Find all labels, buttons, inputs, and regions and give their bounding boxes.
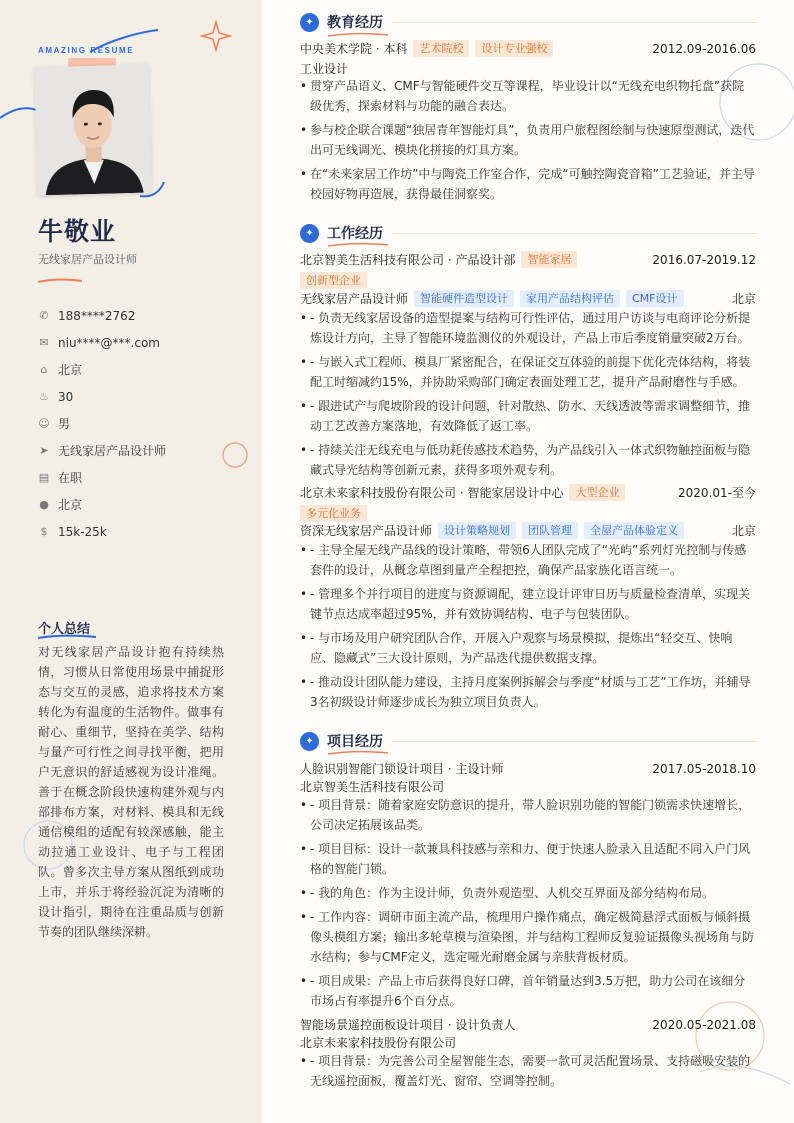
info-text: 188****2762 [58,308,136,323]
info-item-email [38,329,166,356]
role-name: 无线家居产品设计师 [300,292,409,306]
education-row [300,40,756,57]
date-range: 2020.01-至今 [678,486,756,500]
star-icon [200,20,232,52]
project-name: 智能场景遥控面板设计项目 · 设计负责人 [300,1018,516,1032]
location-icon: ● [39,498,49,511]
list-item: • - 负责无线家居设备的造型提案与结构可行性评估，通过用户访谈与电商评论分析提炼设计方向，主导了智能环境监测仪的外观设计，产品上市后季度销量突破2万台。 [300,308,756,348]
info-item-status [38,464,166,491]
info-item-gender [38,410,166,437]
skill-tag: 家用产品结构评估 [520,290,620,307]
info-item-phone [38,302,166,329]
briefcase-icon: ▤ [38,471,50,484]
sparkle-icon: ✦ [300,732,319,751]
list-item: • - 持续关注无线充电与低功耗传感技术趋势，为产品线引入一体式织物触控面板与隐藏式导光结构等创新元素，获得多项外观专利。 [300,440,756,480]
list-item: • - 项目成果：产品上市后获得良好口碑，首年销量达到3.5万把，助力公司在该细分市场占有率提升6个百分点。 [300,971,756,1011]
summary-underline [36,634,100,640]
mail-icon: ✉ [39,336,49,349]
major: 工业设计 [300,62,349,76]
tag: 智能家居 [521,251,577,268]
section-divider [392,22,756,23]
tag: 艺术院校 [413,40,469,57]
send-icon: ➤ [39,444,49,457]
gender-icon: ☺ [38,417,50,430]
info-item-target-role [38,437,166,464]
section-header-education [300,12,383,32]
date-range: 2016.07-2019.12 [652,252,756,267]
tag-row [294,505,367,522]
list-item: • - 推动设计团队能力建设，主持月度案例拆解会与季度“材质与工艺”工作坊，并辅导3名初级设计师逐步成长为独立项目负责人。 [300,672,756,712]
tag: 多元化业务 [300,505,367,522]
info-text: 男 [58,417,71,431]
info-text: 无线家居产品设计师 [58,444,167,458]
date-range: 2012.09-2016.06 [652,41,756,56]
city: 北京 [731,292,756,306]
skill-tag: 团队管理 [522,522,578,539]
list-item: • - 管理多个并行项目的进度与资源调配，建立设计评审日历与质量检查清单，实现关键节点达成率超过95%，并有效协调结构、电子与包装团队。 [300,584,756,624]
city: 北京 [731,524,756,538]
info-text: 在职 [58,471,83,485]
info-text: 15k-25k [58,524,107,539]
tag-row [294,272,367,289]
money-icon: $ [40,525,48,538]
info-item-salary [38,518,166,545]
list-item: • - 项目背景：随着家庭安防意识的提升，带人脸识别功能的智能门锁需求快速增长，公司决定拓展该品类。 [300,795,756,835]
section-title: 工作经历 [327,226,383,242]
sidebar [0,0,262,1123]
section-title: 项目经历 [327,734,383,750]
summary-text: 对无线家居产品设计抱有持续热情，习惯从日常使用场景中捕捉形态与交互的灵感，追求将技术方案转化为有温度的生活物件。做事有耐心、重细节，坚持在美学、结构与量产可行性之间寻找平衡，把用户无意识的舒适感视为设计准绳。善于在概念阶段快速构建外观与内部排布方案，对材料、模具和无线通信模组的适配有较深感触，能主动拉通工业设计、电子与工程团队。曾多次主导方案从图纸到成功上市，并乐于将经验沉淀为清晰的设计指引，期待在注重品质与创新节奏的团队继续深耕。 [38,645,224,939]
sparkle-icon: ✦ [300,224,319,243]
project-company: 北京智美生活科技有限公司 [300,780,445,794]
skill-tag: 设计策略规划 [438,522,516,539]
section-title: 教育经历 [327,15,383,31]
tag: 创新型企业 [300,272,367,289]
contact-info-list [38,302,166,545]
list-item: • - 与市场及用户研究团队合作，开展入户观察与场景模拟，提炼出“轻交互、快响应、隐藏式”三大设计原则，为产品迭代提供数据支撑。 [300,628,756,668]
list-item: • - 主导全屋无线产品线的设计策略，带领6人团队完成了“光屿”系列灯光控制与传感套件的设计，从概念草图到量产全程把控，确保产品家族化语言统一。 [300,540,756,580]
list-item: • - 项目目标：设计一款兼具科技感与亲和力、便于快速人脸录入且适配不同入户门风格的智能门锁。 [300,839,756,879]
job-header [300,251,756,268]
list-item: • 参与校企联合课题“独居青年智能灯具”，负责用户旅程图绘制与快速原型测试，迭代出可无线调光、模块化拼接的灯具方案。 [300,120,756,160]
info-text: 北京 [58,498,83,512]
home-icon: ⌂ [40,363,48,376]
skill-tag: 智能硬件造型设计 [414,290,514,307]
tag: 设计专业强校 [475,40,553,57]
cake-icon: ♨ [39,390,49,403]
info-text: niu****@***.com [58,335,160,350]
info-item-home [38,356,166,383]
project-header [300,760,756,777]
section-header-projects [300,731,383,751]
company-name: 北京智美生活科技有限公司 · 产品设计部 [300,253,516,267]
role-row [300,290,756,307]
decorative-circle [220,440,250,470]
section-divider [392,233,756,234]
list-item: • - 跟进试产与爬坡阶段的设计问题，针对散热、防水、天线透波等需求调整细节，推动工艺改善方案落地，有效降低了返工率。 [300,396,756,436]
job-title: 无线家居产品设计师 [38,253,137,266]
section-divider [392,741,756,742]
list-item: • 贯穿产品语义、CMF与智能硬件交互等课程，毕业设计以“无线充电织物托盘”获院级优秀，探索材料与功能的融合表达。 [300,76,756,116]
title-underline [326,750,392,756]
school-name: 中央美术学院 · 本科 [300,42,408,56]
title-underline [326,242,392,248]
tag: 大型企业 [569,484,625,501]
skill-tag: CMF设计 [626,290,684,307]
title-underline [326,32,392,38]
sparkle-icon: ✦ [300,13,319,32]
role-name: 资深无线家居产品设计师 [300,524,433,538]
date-range: 2020.05-2021.08 [652,1017,756,1032]
avatar [34,65,151,196]
info-item-age [38,383,166,410]
person-name: 牛敬业 [38,217,117,246]
info-text: 北京 [58,363,83,377]
info-item-location [38,491,166,518]
phone-icon: ✆ [39,309,49,322]
name-underline [36,278,86,284]
list-item: • - 工作内容：调研市面主流产品，梳理用户操作痛点，确定极简悬浮式面板与倾斜摄像头模组方案；输出多轮草模与渲染图，并与结构工程师反复验证摄像头视场角与防水结构；参与CMF定义，选定哑光耐磨金属与亲肤背板材质。 [300,907,756,967]
project-company: 北京未来家科技股份有限公司 [300,1036,457,1050]
skill-tag: 全屋产品体验定义 [584,522,684,539]
date-range: 2017.05-2018.10 [652,761,756,776]
summary-heading: 个人总结 [38,622,91,637]
job-header [300,484,756,501]
role-row [300,522,756,539]
section-header-work [300,223,383,243]
amazing-resume-label: AMAZING RESUME [38,46,135,55]
list-item: • 在“未来家居工作坊”中与陶瓷工作室合作，完成“可触控陶瓷音箱”工艺验证，并主导校园好物再造展，获得最佳洞察奖。 [300,164,756,204]
list-item: • - 我的角色：作为主设计师，负责外观造型、人机交互界面及部分结构布局。 [300,883,756,903]
project-name: 人脸识别智能门锁设计项目 · 主设计师 [300,762,504,776]
info-text: 30 [58,389,74,404]
project-header [300,1016,756,1033]
list-item: • - 项目背景：为完善公司全屋智能生态，需要一款可灵活配置场景、支持磁吸安装的无线遥控面板，覆盖灯光、窗帘、空调等控制。 [300,1051,756,1091]
company-name: 北京未来家科技股份有限公司 · 智能家居设计中心 [300,486,564,500]
list-item: • - 与嵌入式工程师、模具厂紧密配合，在保证交互体验的前提下优化壳体结构，将装配工时缩减约15%，并协助采购部门确定表面处理工艺，提升产品耐磨性与手感。 [300,352,756,392]
